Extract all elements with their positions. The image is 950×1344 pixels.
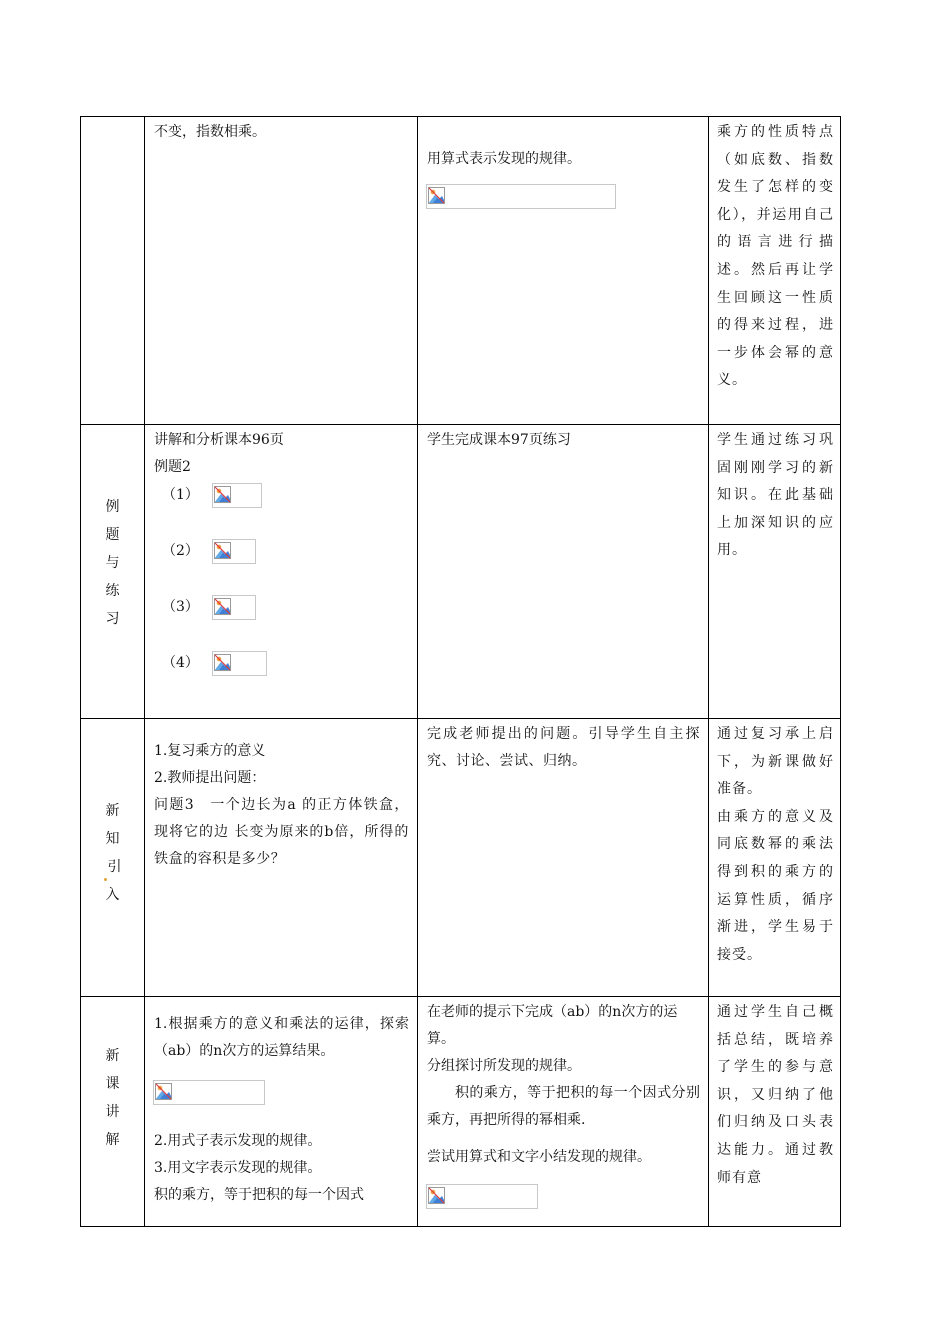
example-item: （2）: [154, 537, 409, 593]
design-intent-text: 学生通过练习巩固刚刚学习的新知识。在此基础上加深知识的应用。: [717, 432, 834, 559]
student-text: 学生完成课本97页练习: [427, 432, 571, 448]
table-row: [81, 719, 841, 997]
formula-image: [212, 651, 267, 676]
formula-image: [426, 184, 616, 209]
student-activity-cell: [418, 117, 709, 425]
broken-image-icon: [428, 1187, 445, 1204]
broken-image-icon: [214, 598, 231, 615]
stage-cell: [81, 719, 145, 997]
stage-label-new-knowledge: 新 知 引 入: [105, 803, 122, 903]
teacher-text: 例题2: [154, 459, 191, 475]
teacher-text: 2.教师提出问题：: [154, 770, 266, 786]
design-intent-cell: [709, 425, 841, 719]
student-text: 尝试用算式和文字小结发现的规律。: [427, 1149, 651, 1165]
design-intent-text: 乘方的性质特点（如底数、指数发生了怎样的变化），并运用自己的语言进行描述。然后再让学生回顾这一性质的得来过程，进一步体会幂的意义。: [717, 124, 834, 389]
teacher-activity-cell: [145, 425, 418, 719]
student-activity-cell: [418, 425, 709, 719]
table-row: [81, 117, 841, 425]
teacher-text: 1.根据乘方的意义和乘法的运律，探索（ab）的n次方的运算结果。: [154, 1016, 409, 1059]
design-intent-text: 由乘方的意义及同底数幂的乘法得到积的乘方的运算性质，循序渐进，学生易于接受。: [717, 808, 834, 963]
stage-cell: [81, 117, 145, 425]
stage-label-new-lesson: 新 课 讲 解: [105, 1048, 120, 1148]
example-item: （1）: [154, 481, 409, 537]
design-intent-cell: [709, 719, 841, 997]
example-item: （3）: [154, 593, 409, 649]
formula-image: [212, 595, 256, 620]
design-intent-cell: [709, 117, 841, 425]
stage-cell: [81, 997, 145, 1227]
student-activity-cell: [418, 997, 709, 1227]
teacher-text: 3.用文字表示发现的规律。: [154, 1160, 322, 1176]
stage-cell: [81, 425, 145, 719]
broken-image-icon: [428, 187, 445, 204]
formula-image: [426, 1184, 538, 1209]
teacher-activity-cell: [145, 117, 418, 425]
teacher-activity-cell: [145, 997, 418, 1227]
student-text: 在老师的提示下完成（ab）的n次方的运算。: [427, 1004, 678, 1047]
broken-image-icon: [214, 486, 231, 503]
teacher-text: 1.复习乘方的意义: [154, 743, 266, 759]
student-text: 完成老师提出的问题。引导学生自主探究、讨论、尝试、归纳。: [427, 726, 700, 769]
broken-image-icon: [155, 1083, 172, 1100]
teacher-text: 讲解和分析课本96页: [154, 432, 284, 448]
stage-label-examples: 例 题 与 练 习: [105, 499, 120, 627]
broken-image-icon: [214, 542, 231, 559]
table-row: [81, 425, 841, 719]
student-text: 积的乘方，等于把积的每一个因式分别乘方，再把所得的幂相乘.: [427, 1085, 700, 1128]
formula-image: [212, 539, 256, 564]
table-row: [81, 997, 841, 1227]
example-item: （4）: [154, 649, 409, 705]
formula-image: [212, 483, 262, 508]
teacher-text: 不变，指数相乘。: [154, 124, 266, 140]
design-intent-cell: [709, 997, 841, 1227]
student-text: 分组探讨所发现的规律。: [427, 1058, 581, 1074]
teacher-activity-cell: [145, 719, 418, 997]
broken-image-icon: [214, 654, 231, 671]
student-activity-cell: [418, 719, 709, 997]
formula-image: [153, 1080, 265, 1105]
teacher-text: 2.用式子表示发现的规律。: [154, 1133, 322, 1149]
design-intent-text: 通过学生自己概括总结，既培养了学生的参与意识，又归纳了他们归纳及口头表达能力。通过教师有意: [717, 1004, 834, 1186]
lesson-plan-table: [80, 116, 841, 1227]
teacher-text: 问题3 一个边长为a 的正方体铁盒，现将它的边 长变为原来的b倍，所得的铁盒的容积是多少？: [154, 797, 409, 867]
design-intent-text: 通过复习承上启下，为新课做好准备。: [717, 726, 834, 798]
teacher-text: 积的乘方，等于把积的每一个因式: [154, 1187, 364, 1203]
student-text: 用算式表示发现的规律。: [427, 151, 581, 167]
